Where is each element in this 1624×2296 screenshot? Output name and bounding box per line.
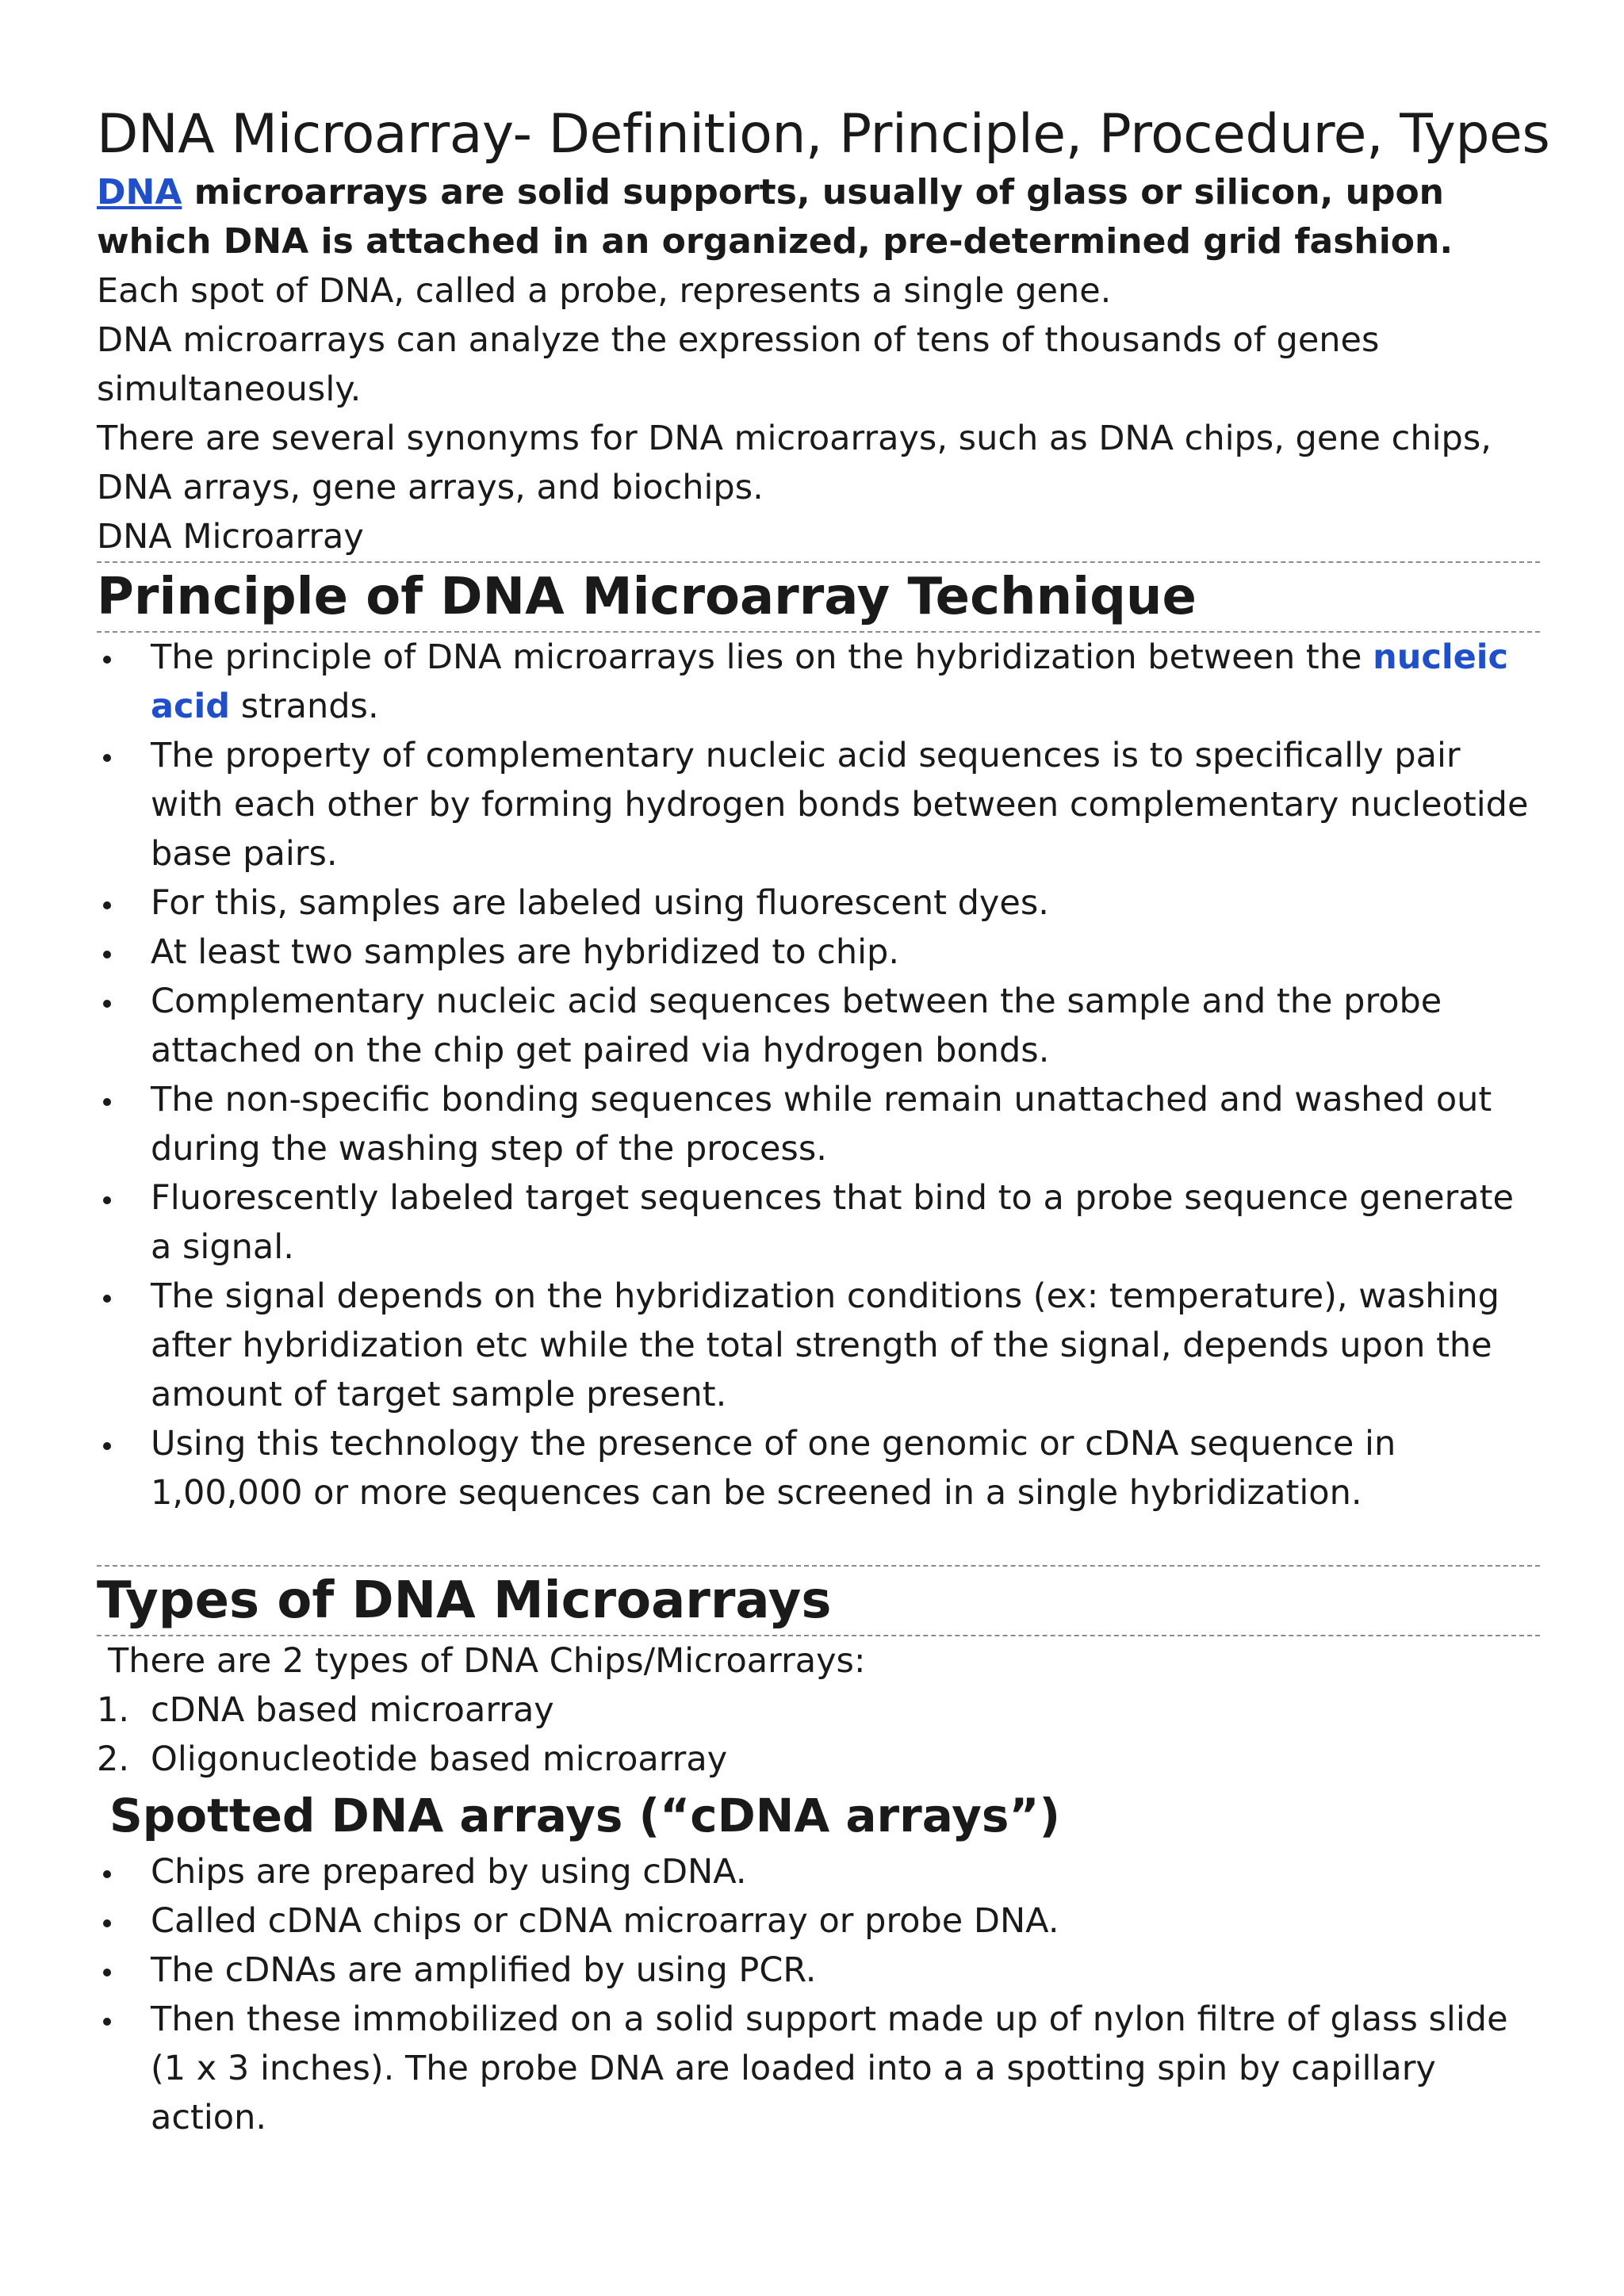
list-item: Fluorescently labeled target sequences that bind to a probe sequence generate a signal.	[124, 1173, 1540, 1272]
list-item: The cDNAs are amplified by using PCR.	[124, 1946, 1540, 1995]
list-item: 2. Oligonucleotide based microarray	[124, 1735, 1540, 1784]
intro-paragraph-2: DNA microarrays can analyze the expression of tens of thousands of genes simultaneously.	[97, 320, 1380, 409]
spotted-heading: Spotted DNA arrays (“cDNA arrays”)	[109, 1789, 1061, 1843]
list-item: Using this technology the presence of one genomic or cDNA sequence in 1,00,000 or more sequences can be screened in a single hybridization.	[124, 1419, 1540, 1517]
list-number: 1.	[97, 1690, 130, 1730]
spotted-list	[124, 1847, 1540, 2142]
lead-text: microarrays are solid supports, usually of glass or silicon, upon which DNA is attached in an organized, pre-determined grid fashion.	[97, 172, 1454, 262]
types-list	[97, 1686, 1540, 1784]
image-caption: DNA Microarray	[97, 517, 364, 557]
list-item: Then these immobilized on a solid support made up of nylon filtre of glass slide (1 x 3 inches). The probe DNA are loaded into a a spotting spin by capillary action.	[124, 1995, 1540, 2142]
page-title: DNA Microarray- Definition, Principle, Procedure, Types	[97, 103, 1550, 166]
list-item: 1. cDNA based microarray	[124, 1686, 1540, 1735]
list-item: Complementary nucleic acid sequences between the sample and the probe attached on the chip get paired via hydrogen bonds.	[124, 977, 1540, 1075]
intro-paragraph-3: There are several synonyms for DNA microarrays, such as DNA chips, gene chips, DNA arrays, gene arrays, and biochips.	[97, 419, 1492, 507]
lead-paragraph	[97, 168, 1540, 266]
dna-link[interactable]: DNA	[97, 172, 182, 212]
list-item: For this, samples are labeled using fluorescent dyes.	[124, 878, 1540, 928]
list-item: At least two samples are hybridized to chip.	[124, 928, 1540, 977]
list-item: The property of complementary nucleic acid sequences is to specifically pair with each other by forming hydrogen bonds between complementary nucleotide base pairs.	[124, 731, 1540, 878]
types-heading: Types of DNA Microarrays	[97, 1571, 832, 1630]
principle-heading: Principle of DNA Microarray Technique	[97, 568, 1197, 626]
list-number: 2.	[97, 1739, 130, 1779]
types-intro: There are 2 types of DNA Chips/Microarrays:	[108, 1641, 866, 1681]
nucleic-acid-link[interactable]: nucleic acid	[151, 637, 1508, 726]
principle-list	[124, 633, 1540, 1517]
list-item: The signal depends on the hybridization conditions (ex: temperature), washing after hybridization etc while the total strength of the signal, depends upon the amount of target sample present.	[124, 1272, 1540, 1419]
list-item: The principle of DNA microarrays lies on the hybridization between the nucleic acid strands.	[124, 633, 1540, 731]
intro-paragraph-1: Each spot of DNA, called a probe, represents a single gene.	[97, 271, 1112, 311]
list-item: Chips are prepared by using cDNA.	[124, 1847, 1540, 1896]
list-item: Called cDNA chips or cDNA microarray or probe DNA.	[124, 1896, 1540, 1946]
document-page	[97, 101, 1550, 2142]
list-item: The non-specific bonding sequences while remain unattached and washed out during the washing step of the process.	[124, 1075, 1540, 1173]
